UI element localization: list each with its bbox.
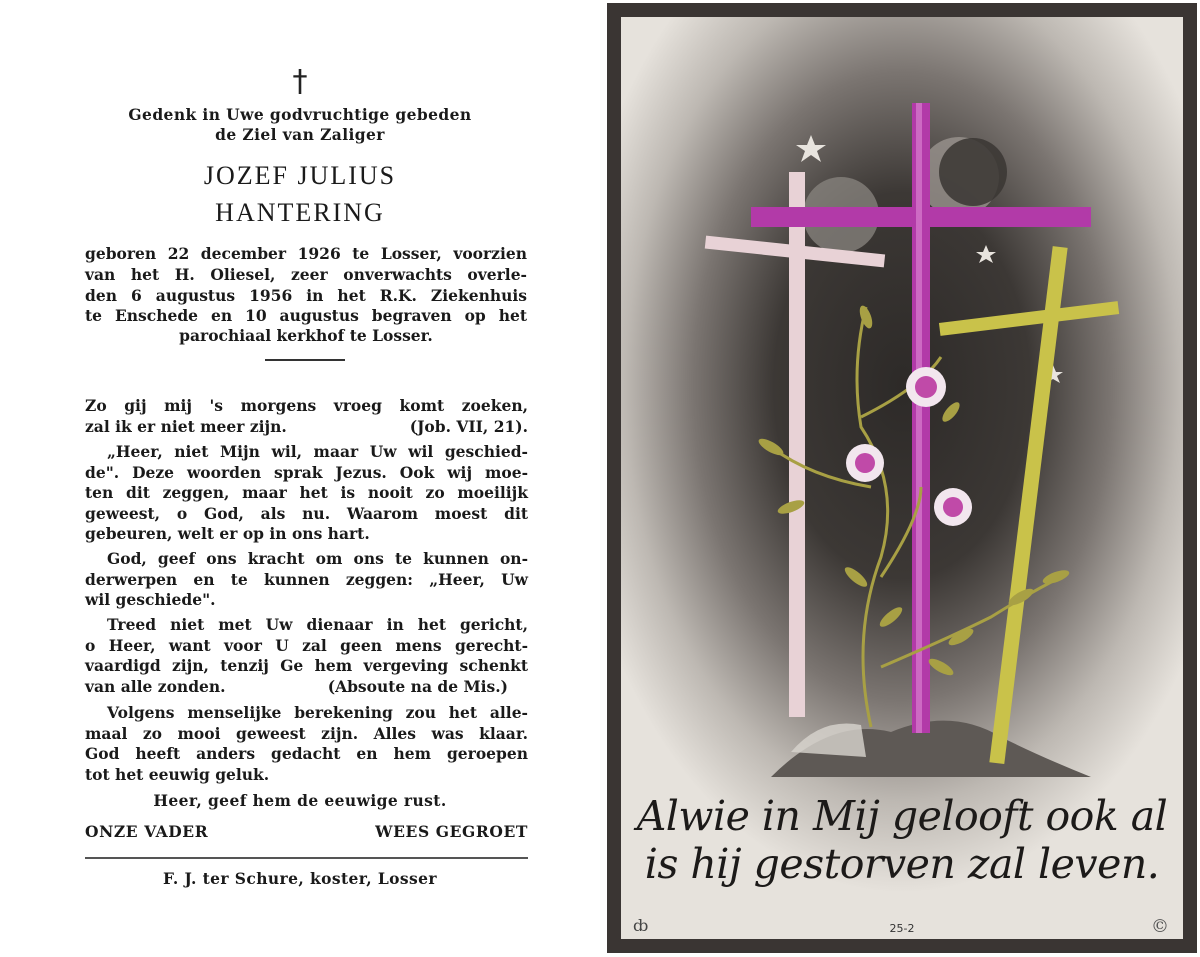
scripture-motto: [621, 792, 1183, 888]
quote-job-text: zal ik er niet meer zijn.: [85, 416, 287, 436]
motto-line-2: is hij gestorven zal leven.: [644, 840, 1160, 888]
rock: [791, 724, 866, 757]
paragraph-strength: [85, 549, 528, 611]
prayer-names: [85, 822, 528, 841]
divider-rule: [265, 359, 345, 361]
paragraph-line: God, geef ons kracht om ons te kunnen on-: [107, 549, 528, 568]
paragraph-line: Treed niet met Uw dienaar in het gericht,: [107, 615, 528, 634]
quote-job: [85, 396, 528, 437]
card-number: 25-2: [889, 922, 915, 935]
paragraph-line: [85, 677, 528, 698]
right-page: [607, 3, 1197, 953]
paragraph-line: gebeuren, welt er op in ons hart.: [85, 524, 370, 543]
paragraph-line: God heeft anders gedacht en hem geroepen: [85, 744, 528, 763]
quote-job-ref: (Job. VII, 21).: [409, 416, 528, 436]
paragraph-line: derwerpen en te kunnen zeggen: „Heer, Uw: [85, 569, 528, 589]
printer-credit: F. J. ter Schure, koster, Losser: [163, 869, 437, 888]
intro-line-1: Gedenk in Uwe godvruchtige gebeden: [128, 105, 472, 124]
paragraph-line: o Heer, want voor U zal geen mens gerecht-: [85, 635, 528, 655]
paragraph-line: wil geschiede".: [85, 590, 216, 609]
paragraph-line: geweest, o God, als nu. Waarom moest dit: [85, 503, 528, 523]
quote-job-line-1: Zo gij mij 's morgens vroeg komt zoeken,: [85, 396, 528, 415]
star-icon: [976, 245, 996, 263]
intro-line-2: de Ziel van Zaliger: [215, 125, 385, 144]
absoute-ref: (Absoute na de Mis.): [327, 676, 508, 696]
flower-icon: [906, 367, 946, 407]
publisher-mark-icon: ȸ: [633, 916, 649, 935]
paragraph-line: Volgens menselijke berekening zou het alle-: [107, 703, 528, 722]
paragraph-calculation: [85, 703, 528, 785]
paragraph-line: maal zo mooi geweest zijn. Alles was klaar.: [85, 723, 528, 743]
cross-icon: †: [292, 64, 308, 99]
bio-line-4: te Enschede en 10 augustus begraven op het: [85, 306, 527, 325]
paragraph-line: de". Deze woorden sprak Jezus. Ook wij moe-: [85, 462, 528, 482]
eternal-rest-prayer: Heer, geef hem de eeuwige rust.: [153, 791, 447, 810]
quote-job-line-2: [85, 417, 528, 438]
paragraph-line: ten dit zeggen, maar het is nooit zo moeilijk: [85, 483, 528, 502]
paragraph-absoute: [85, 615, 528, 697]
star-icon: [796, 135, 826, 162]
left-cross-icon: [705, 172, 885, 717]
bio-line-5: parochiaal kerkhof te Losser.: [179, 326, 433, 345]
absoute-text: van alle zonden.: [85, 676, 226, 696]
flower-icon: [934, 488, 972, 526]
copyright-mark-icon: ©: [1151, 916, 1169, 937]
deceased-name-last: HANTERING: [215, 198, 385, 227]
bio-line-2: van het H. Oliesel, zeer onverwachts overle-: [85, 265, 527, 284]
paragraph-line: tot het eeuwig geluk.: [85, 764, 270, 784]
onze-vader-label: ONZE VADER: [85, 822, 209, 841]
bio-line-3: den 6 augustus 1956 in het R.K. Ziekenhuis: [85, 286, 527, 305]
flowers: [846, 367, 972, 526]
wees-gegroet-label: WEES GEGROET: [375, 822, 528, 841]
footer-rule: [85, 857, 528, 859]
motto-line-1: Alwie in Mij gelooft ook al: [636, 792, 1168, 840]
devotional-image: [621, 17, 1183, 939]
deceased-name-first: JOZEF JULIUS: [203, 161, 397, 190]
bio-line-1: geboren 22 december 1926 te Losser, voorzien: [85, 244, 527, 263]
paragraph-line: vaardigd zijn, tenzij Ge hem vergeving schenkt: [85, 656, 528, 675]
paragraph-line: „Heer, niet Mijn wil, maar Uw wil geschied-: [107, 442, 528, 461]
flower-icon: [846, 444, 884, 482]
paragraph-jesus: [85, 442, 528, 545]
